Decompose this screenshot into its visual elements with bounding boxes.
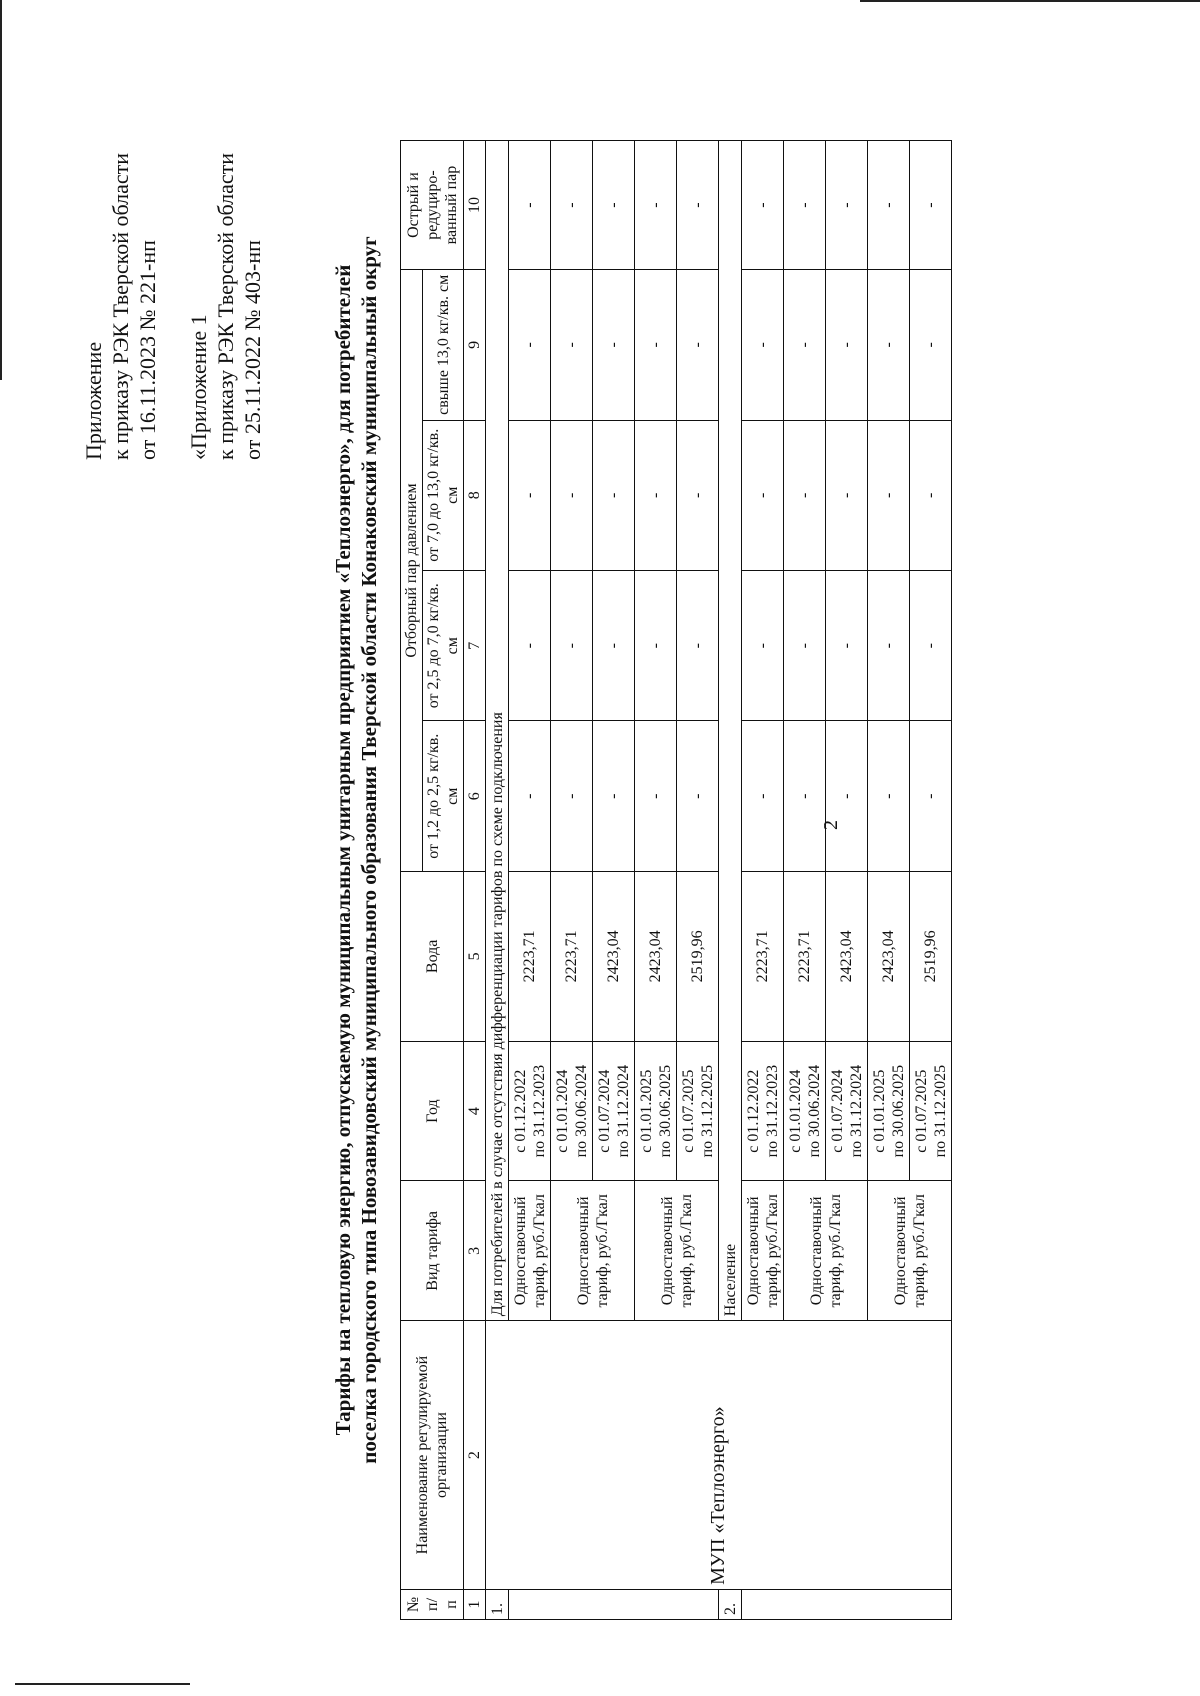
steam-tariff: -: [826, 420, 868, 570]
period-cell: [635, 1041, 677, 1181]
steam-tariff: -: [677, 141, 719, 270]
period-end: по 30.06.2025: [889, 1064, 907, 1158]
header-steam-group: Отборный пар давлением: [401, 270, 423, 872]
steam-tariff: -: [826, 270, 868, 420]
steam-tariff: -: [910, 141, 952, 270]
steam-tariff: -: [593, 141, 635, 270]
title-line: поселка городского типа Новозавидовский муниципального образования Тверской области Конаковский муниципальный округ: [357, 236, 381, 1464]
col-number: 4: [464, 1041, 486, 1181]
water-tariff: 2223,71: [784, 871, 826, 1041]
column-number-row: [464, 141, 486, 1620]
scan-artifact-left: [0, 0, 2, 380]
water-tariff: 2223,71: [509, 871, 551, 1041]
col-number: 5: [464, 871, 486, 1041]
row-num-cell: [509, 1589, 719, 1619]
period-start: с 01.07.2024: [828, 1069, 846, 1153]
steam-tariff: -: [677, 571, 719, 721]
period-start: с 01.01.2024: [553, 1069, 571, 1153]
header-water: Вода: [401, 871, 464, 1041]
period-start: с 01.01.2025: [870, 1069, 888, 1153]
header-year: Год: [401, 1041, 464, 1181]
appendix-line: Приложение: [81, 341, 106, 460]
steam-tariff: -: [868, 571, 910, 721]
title-line: Тарифы на тепловую энергию, отпускаемую муниципальным унитарным предприятием «Теплоэнерго», для потребителей: [331, 264, 355, 1436]
period-start: с 01.01.2025: [637, 1069, 655, 1153]
header-org: Наименование регулируемой организации: [401, 1321, 464, 1590]
tariff-table-body: [486, 141, 952, 1620]
period-cell: [551, 1041, 593, 1181]
steam-tariff: -: [509, 721, 551, 871]
steam-tariff: -: [635, 270, 677, 420]
period-cell: [868, 1041, 910, 1181]
section-title: Для потребителей в случае отсутствия дифференциации тарифов по схеме подключения: [486, 141, 509, 1321]
steam-tariff: -: [509, 571, 551, 721]
period-cell: [742, 1041, 784, 1181]
period-end: по 31.12.2024: [614, 1064, 632, 1158]
period-end: по 31.12.2024: [847, 1064, 865, 1158]
tariff-type: Одноставочный тариф, руб./Гкал: [509, 1181, 551, 1321]
water-tariff: 2423,04: [635, 871, 677, 1041]
period-start: с 01.07.2025: [912, 1069, 930, 1153]
col-number: 10: [464, 141, 486, 270]
organization-name: МУП «Теплоэнерго»: [486, 1321, 952, 1590]
steam-tariff: -: [677, 721, 719, 871]
rotated-page-content: [30, 60, 1030, 1640]
col-number: 3: [464, 1181, 486, 1321]
steam-tariff: -: [593, 571, 635, 721]
steam-tariff: -: [742, 721, 784, 871]
steam-tariff: -: [677, 270, 719, 420]
steam-tariff: -: [593, 270, 635, 420]
steam-tariff: -: [868, 270, 910, 420]
period-start: с 01.12.2022: [511, 1069, 529, 1153]
steam-tariff: -: [910, 571, 952, 721]
period-end: по 31.12.2023: [530, 1064, 548, 1158]
period-cell: [593, 1041, 635, 1181]
header-steam-2: от 2,5 до 7,0 кг/кв. см: [423, 571, 464, 721]
page-number: 2: [820, 820, 842, 830]
steam-tariff: -: [910, 420, 952, 570]
steam-tariff: -: [551, 571, 593, 721]
steam-tariff: -: [784, 721, 826, 871]
steam-tariff: -: [784, 141, 826, 270]
steam-tariff: -: [635, 721, 677, 871]
period-cell: [910, 1041, 952, 1181]
steam-tariff: -: [910, 721, 952, 871]
tariff-type: Одноставочный тариф, руб./Гкал: [868, 1181, 952, 1321]
steam-tariff: -: [826, 571, 868, 721]
col-number: 8: [464, 420, 486, 570]
steam-tariff: -: [826, 721, 868, 871]
period-cell: [509, 1041, 551, 1181]
period-start: с 01.07.2025: [679, 1069, 697, 1153]
water-tariff: 2223,71: [742, 871, 784, 1041]
steam-tariff: -: [868, 721, 910, 871]
water-tariff: 2423,04: [826, 871, 868, 1041]
steam-tariff: -: [742, 270, 784, 420]
document-title: [330, 80, 382, 1620]
scan-artifact-top: [860, 0, 1200, 2]
period-start: с 01.07.2024: [595, 1069, 613, 1153]
period-cell: [826, 1041, 868, 1181]
steam-tariff: -: [868, 420, 910, 570]
water-tariff: 2519,96: [910, 871, 952, 1041]
water-tariff: 2423,04: [868, 871, 910, 1041]
tariff-type: Одноставочный тариф, руб./Гкал: [742, 1181, 784, 1321]
steam-tariff: -: [784, 270, 826, 420]
steam-tariff: -: [868, 141, 910, 270]
section-row: [486, 141, 509, 1620]
steam-tariff: -: [551, 141, 593, 270]
header-steam-1: от 1,2 до 2,5 кг/кв. см: [423, 721, 464, 871]
steam-tariff: -: [677, 420, 719, 570]
steam-tariff: -: [593, 420, 635, 570]
col-number: 2: [464, 1321, 486, 1590]
tariff-type: Одноставочный тариф, руб./Гкал: [784, 1181, 868, 1321]
period-start: с 01.01.2024: [786, 1069, 804, 1153]
scan-artifact-bottom: [15, 1683, 190, 1685]
tariff-table: [400, 140, 952, 1620]
steam-tariff: -: [593, 721, 635, 871]
steam-tariff: -: [742, 420, 784, 570]
period-cell: [784, 1041, 826, 1181]
steam-tariff: -: [742, 141, 784, 270]
water-tariff: 2519,96: [677, 871, 719, 1041]
steam-tariff: -: [910, 270, 952, 420]
appendix-old-line: «Приложение 1: [186, 314, 211, 460]
water-tariff: 2423,04: [593, 871, 635, 1041]
header-sharp-steam: Острый и редуциро-ванный пар: [401, 141, 464, 270]
header-steam-4: свыше 13,0 кг/кв. см: [423, 270, 464, 420]
tariff-type: Одноставочный тариф, руб./Гкал: [551, 1181, 635, 1321]
steam-tariff: -: [509, 420, 551, 570]
section-number: 1.: [486, 1589, 509, 1619]
header-num: № п/п: [401, 1589, 464, 1619]
appendix-line: к приказу РЭК Тверской области: [108, 152, 133, 460]
row-num-cell: [742, 1589, 952, 1619]
col-number: 9: [464, 270, 486, 420]
period-end: по 30.06.2025: [656, 1064, 674, 1158]
header-type: Вид тарифа: [401, 1181, 464, 1321]
steam-tariff: -: [509, 270, 551, 420]
steam-tariff: -: [551, 270, 593, 420]
appendix-header: [80, 80, 266, 460]
steam-tariff: -: [784, 420, 826, 570]
period-end: по 30.06.2024: [572, 1064, 590, 1158]
period-end: по 31.12.2023: [763, 1064, 781, 1158]
steam-tariff: -: [742, 571, 784, 721]
appendix-line: от 16.11.2023 № 221-нп: [135, 240, 160, 460]
tariff-type: Одноставочный тариф, руб./Гкал: [635, 1181, 719, 1321]
period-end: по 31.12.2025: [698, 1064, 716, 1158]
steam-tariff: -: [635, 420, 677, 570]
col-number: 1: [464, 1589, 486, 1619]
section-number: 2.: [719, 1589, 742, 1619]
appendix-old-line: от 25.11.2022 № 403-нп: [240, 240, 265, 460]
steam-tariff: -: [784, 571, 826, 721]
water-tariff: 2223,71: [551, 871, 593, 1041]
section-title: Население: [719, 141, 742, 1321]
steam-tariff: -: [826, 141, 868, 270]
appendix-old-line: к приказу РЭК Тверской области: [213, 152, 238, 460]
steam-tariff: -: [551, 721, 593, 871]
col-number: 6: [464, 721, 486, 871]
steam-tariff: -: [551, 420, 593, 570]
steam-tariff: -: [635, 141, 677, 270]
col-number: 7: [464, 571, 486, 721]
header-steam-3: от 7,0 до 13,0 кг/кв. см: [423, 420, 464, 570]
steam-tariff: -: [635, 571, 677, 721]
period-end: по 31.12.2025: [931, 1064, 949, 1158]
period-start: с 01.12.2022: [744, 1069, 762, 1153]
period-cell: [677, 1041, 719, 1181]
period-end: по 30.06.2024: [805, 1064, 823, 1158]
steam-tariff: -: [509, 141, 551, 270]
